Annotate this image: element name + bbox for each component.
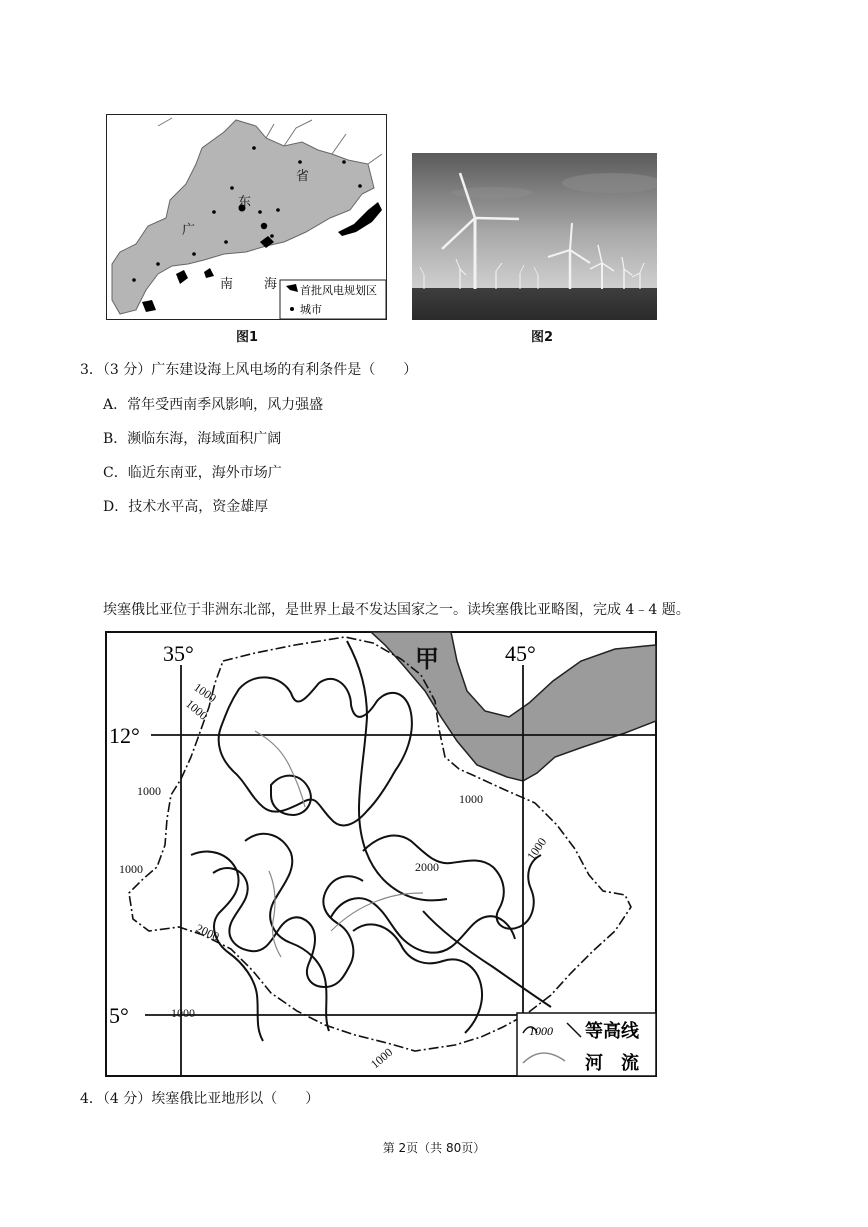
- lon-label-35: 35°: [163, 641, 194, 666]
- question-3-stem: 3．（3 分）广东建设海上风电场的有利条件是（ ）: [80, 362, 418, 378]
- legend-river-label: 河 流: [585, 1053, 639, 1074]
- question-3-option-a[interactable]: A．常年受西南季风影响，风力强盛: [103, 397, 324, 413]
- map-label-nan: 南: [220, 277, 234, 292]
- ethiopia-map: [105, 631, 657, 1077]
- city-legend-icon: [290, 307, 294, 311]
- contour-label: 1000: [183, 696, 211, 723]
- question-3-option-b[interactable]: B．濒临东海，海域面积广阔: [103, 431, 282, 447]
- map-label-sheng: 省: [296, 169, 310, 184]
- legend-city-label: 城市: [300, 303, 322, 316]
- figure2-photo: [412, 153, 657, 320]
- question-3-option-c[interactable]: C．临近东南亚，海外市场广: [103, 465, 282, 481]
- page-footer: 第 2页（共 80页）: [382, 1141, 486, 1155]
- figure1-map: [106, 114, 387, 320]
- contour-label: 1000: [171, 1006, 195, 1020]
- contour-label: 2000: [415, 860, 439, 874]
- contour-label: 1000: [367, 1045, 396, 1072]
- question-3-option-d[interactable]: D．技术水平高，资金雄厚: [103, 499, 269, 515]
- ethiopia-intro-text: 埃塞俄比亚位于非洲东北部，是世界上最不发达国家之一。读埃塞俄比亚略图，完成 4﹣4 题。: [103, 602, 690, 618]
- contour-label: 1000: [137, 784, 161, 798]
- ethiopia-map-svg: [105, 631, 657, 1077]
- wind-farm-photo-svg: [412, 153, 657, 320]
- contour-label: 1000: [523, 835, 550, 863]
- lat-label-5: 5°: [109, 1003, 129, 1028]
- contour-label: 1000: [119, 862, 143, 876]
- legend-wind-zone-label: 首批风电规划区: [300, 284, 377, 297]
- contour-label: 1000: [459, 792, 483, 806]
- contour-label: 2000: [193, 921, 222, 944]
- legend-contour-label: 等高线: [585, 1021, 639, 1042]
- lon-label-45: 45°: [505, 641, 536, 666]
- question-4-stem: 4．（4 分）埃塞俄比亚地形以（ ）: [80, 1091, 320, 1107]
- map-label-jia: 甲: [415, 645, 439, 673]
- map-label-hai: 海: [264, 277, 278, 292]
- figure2-caption: 图2: [531, 330, 554, 345]
- figure1-legend: [280, 280, 386, 319]
- figure1-caption: 图1: [236, 330, 259, 345]
- lat-label-12: 12°: [109, 723, 140, 748]
- map-label-guang: 广: [182, 223, 196, 238]
- legend-contour-value: 1000: [529, 1024, 553, 1038]
- ethiopia-map-legend: [517, 1013, 656, 1076]
- guangdong-map-svg: [106, 114, 387, 320]
- map-label-dong: 东: [238, 195, 252, 210]
- contour-label: 1000: [191, 679, 219, 706]
